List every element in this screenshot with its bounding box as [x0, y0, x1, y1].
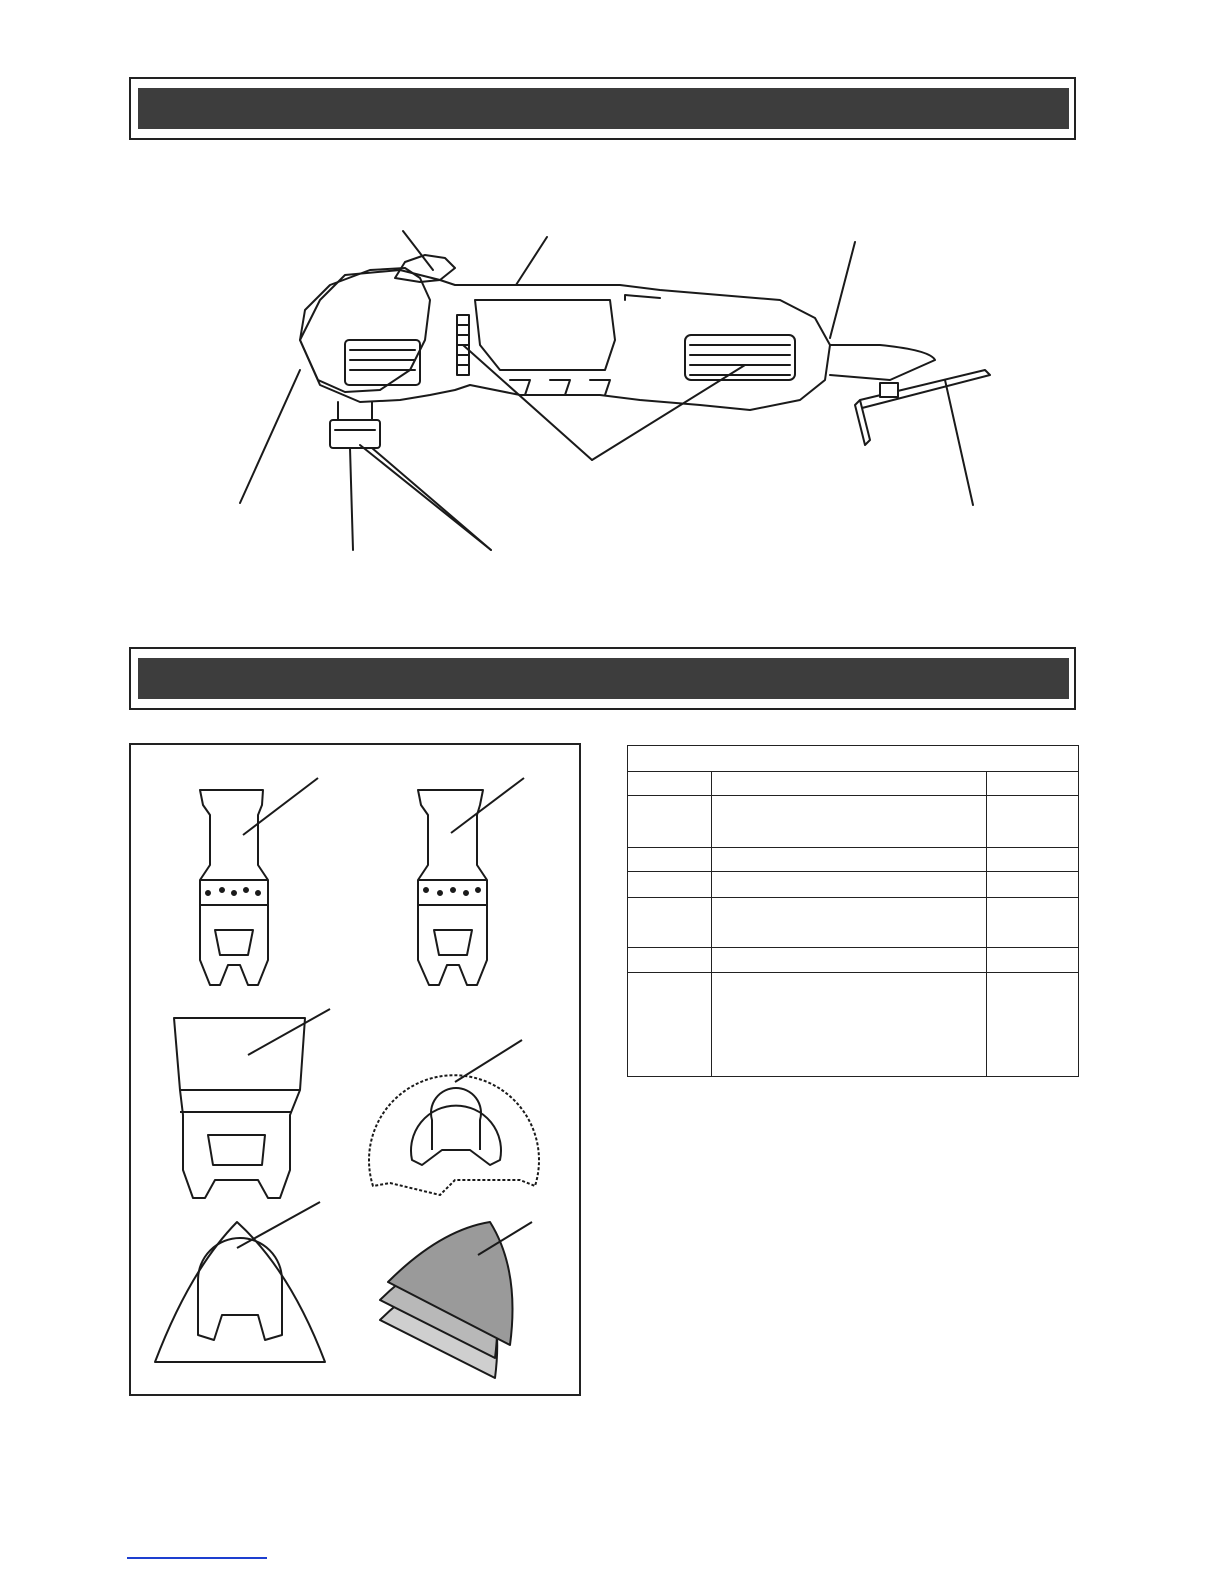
table-row — [628, 973, 1079, 1077]
sanding-pad-icon — [155, 1202, 325, 1362]
table-row — [628, 796, 1079, 848]
footer-link-underline[interactable] — [127, 1557, 267, 1559]
plunge-cut-blade-icon — [200, 778, 318, 985]
table-row — [628, 848, 1079, 872]
sanding-paper-icon — [380, 1222, 532, 1378]
spec-table — [627, 745, 1079, 1077]
plunge-cut-blade-fine-icon — [418, 778, 524, 985]
scraper-blade-icon — [174, 1009, 330, 1198]
segment-saw-blade-icon — [369, 1040, 539, 1195]
table-row — [628, 872, 1079, 898]
table-row — [628, 898, 1079, 948]
table-row — [628, 746, 1079, 772]
table-row — [628, 772, 1079, 796]
table-row — [628, 948, 1079, 973]
